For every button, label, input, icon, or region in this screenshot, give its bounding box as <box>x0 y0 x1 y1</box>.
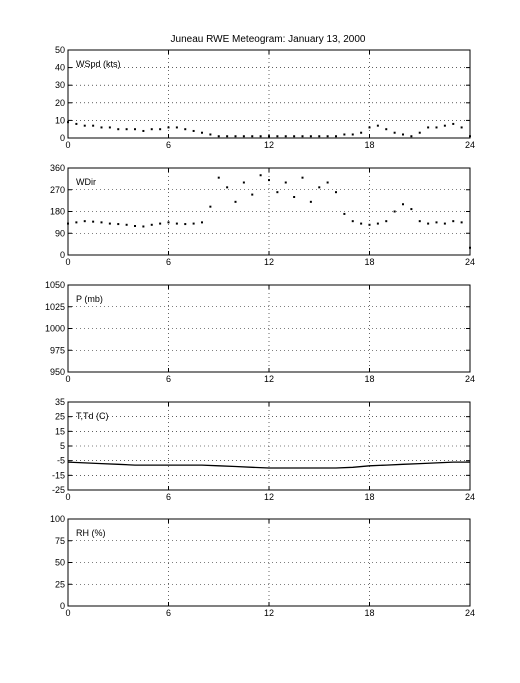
pres-ytick-label-4: 1050 <box>44 280 65 290</box>
wspd-point-36 <box>369 126 371 128</box>
wdir-point-29 <box>310 201 312 203</box>
wdir-point-46 <box>452 220 454 222</box>
wspd-point-41 <box>410 135 412 137</box>
wspd-point-32 <box>335 135 337 137</box>
wdir-point-22 <box>251 194 253 196</box>
wspd-ytick-label-4: 40 <box>54 62 65 73</box>
rh-ytick-label-0: 0 <box>59 601 65 611</box>
wdir-point-40 <box>402 203 404 205</box>
wdir-point-47 <box>461 221 463 223</box>
wdir-point-27 <box>293 196 295 198</box>
wspd-panel-label: WSpd (kts) <box>76 59 121 69</box>
wspd-point-7 <box>126 128 128 130</box>
wspd-point-35 <box>360 132 362 134</box>
pres-xtick-label-2: 12 <box>263 374 275 384</box>
rh-xtick-label-0: 0 <box>65 608 71 618</box>
wdir-panel-label: WDir <box>76 177 96 187</box>
wspd-point-24 <box>268 135 270 137</box>
wspd-point-11 <box>159 128 161 130</box>
wspd-point-12 <box>168 126 170 128</box>
wspd-point-38 <box>385 128 387 130</box>
temp-xtick-label-2: 12 <box>263 492 275 502</box>
wdir-point-20 <box>235 201 237 203</box>
wdir-point-32 <box>335 191 337 193</box>
rh-panel-label: RH (%) <box>76 528 106 538</box>
temp-xtick-label-0: 0 <box>65 492 71 502</box>
wspd-point-39 <box>394 132 396 134</box>
wspd-xtick-label-3: 18 <box>364 140 375 150</box>
wdir-point-8 <box>134 225 136 227</box>
pres-panel-label: P (mb) <box>76 294 103 304</box>
wspd-point-21 <box>243 135 245 137</box>
wdir-point-3 <box>92 221 94 223</box>
wdir-point-28 <box>302 177 304 179</box>
wspd-point-47 <box>461 126 463 128</box>
wspd-point-43 <box>427 126 429 128</box>
wdir-point-35 <box>360 223 362 225</box>
rh-ytick-label-1: 25 <box>54 579 65 590</box>
wdir-point-9 <box>142 225 144 227</box>
wspd-point-30 <box>318 135 320 137</box>
wdir-point-11 <box>159 223 161 225</box>
wspd-point-2 <box>84 125 86 127</box>
temp-xtick-label-1: 6 <box>165 492 172 502</box>
temp-ytick-label-3: 5 <box>59 441 65 451</box>
figure-title: Juneau RWE Meteogram: January 13, 2000 <box>170 34 366 45</box>
wdir-point-2 <box>84 220 86 222</box>
wdir-point-30 <box>318 186 320 188</box>
wspd-point-28 <box>302 135 304 137</box>
wdir-panel <box>50 163 475 267</box>
wspd-point-26 <box>285 135 287 137</box>
wdir-point-48 <box>469 247 471 249</box>
wspd-xtick-label-4: 24 <box>464 140 476 150</box>
wspd-point-40 <box>402 133 404 135</box>
temp-xtick-label-3: 18 <box>364 492 375 502</box>
wspd-point-31 <box>327 135 329 137</box>
pres-ytick-label-0: 950 <box>49 367 65 377</box>
wspd-ytick-label-5: 50 <box>54 45 65 55</box>
wspd-point-5 <box>109 126 111 128</box>
wdir-point-12 <box>168 221 170 223</box>
wdir-xtick-label-4: 24 <box>464 257 476 267</box>
wdir-point-25 <box>276 191 278 193</box>
temp-xtick-label-4: 24 <box>464 492 476 502</box>
wspd-point-10 <box>151 128 153 130</box>
wdir-point-24 <box>268 179 270 181</box>
wspd-point-3 <box>92 125 94 127</box>
wdir-point-17 <box>209 206 211 208</box>
temp-ytick-label-6: 35 <box>54 397 65 407</box>
wspd-point-8 <box>134 128 136 130</box>
wdir-point-4 <box>101 221 103 223</box>
rh-ytick-label-2: 50 <box>54 557 65 568</box>
wspd-panel <box>55 45 475 150</box>
wspd-point-45 <box>444 125 446 127</box>
wdir-point-36 <box>369 224 371 226</box>
wdir-point-18 <box>218 177 220 179</box>
wspd-point-18 <box>218 135 220 137</box>
rh-xtick-label-2: 12 <box>263 608 275 618</box>
wspd-point-1 <box>75 123 77 125</box>
wspd-point-34 <box>352 133 354 135</box>
temp-ytick-label-0: -25 <box>51 485 65 495</box>
pres-ytick-label-1: 975 <box>49 345 65 356</box>
wdir-point-14 <box>184 223 186 225</box>
wdir-point-34 <box>352 220 354 222</box>
wdir-ytick-label-3: 270 <box>49 184 65 195</box>
wspd-ytick-label-1: 10 <box>54 115 65 126</box>
wspd-point-48 <box>469 135 471 137</box>
pres-ytick-label-2: 1000 <box>44 323 65 334</box>
rh-xtick-label-3: 18 <box>364 608 375 618</box>
wdir-point-26 <box>285 182 287 184</box>
pres-xtick-label-4: 24 <box>464 374 476 384</box>
pres-xtick-label-1: 6 <box>165 374 172 384</box>
wdir-point-6 <box>117 223 119 225</box>
wspd-point-9 <box>142 130 144 132</box>
pres-xtick-label-3: 18 <box>364 374 375 384</box>
rh-xtick-label-4: 24 <box>464 608 476 618</box>
temp-panel <box>52 397 475 502</box>
wdir-point-41 <box>410 208 412 210</box>
wspd-point-44 <box>436 126 438 128</box>
wdir-point-0 <box>67 223 69 225</box>
wspd-point-13 <box>176 126 178 128</box>
temp-panel-label: T,Td (C) <box>76 411 109 421</box>
wdir-point-1 <box>75 221 77 223</box>
wspd-xtick-label-1: 6 <box>165 140 172 150</box>
wdir-xtick-label-3: 18 <box>364 257 375 267</box>
wspd-point-37 <box>377 125 379 127</box>
temp-ytick-label-1: -15 <box>51 470 65 481</box>
pres-panel <box>45 280 475 384</box>
wspd-ytick-label-3: 30 <box>54 80 65 91</box>
wspd-point-46 <box>452 123 454 125</box>
wdir-point-42 <box>419 220 421 222</box>
wdir-point-19 <box>226 186 228 188</box>
wdir-point-37 <box>377 223 379 225</box>
wspd-point-6 <box>117 128 119 130</box>
wdir-point-13 <box>176 223 178 225</box>
wdir-point-44 <box>436 221 438 223</box>
wspd-point-29 <box>310 135 312 137</box>
wspd-ytick-label-2: 20 <box>54 97 65 108</box>
wspd-point-27 <box>293 135 295 137</box>
wspd-point-16 <box>201 132 203 134</box>
wspd-point-42 <box>419 132 421 134</box>
panels <box>45 45 475 618</box>
rh-panel <box>50 514 475 618</box>
pres-xtick-label-0: 0 <box>65 374 71 384</box>
wdir-point-43 <box>427 223 429 225</box>
wspd-point-20 <box>235 135 237 137</box>
wdir-point-38 <box>385 220 387 222</box>
wspd-point-19 <box>226 135 228 137</box>
wspd-point-4 <box>101 126 103 128</box>
wspd-point-0 <box>67 121 69 123</box>
wdir-point-45 <box>444 223 446 225</box>
wdir-point-39 <box>394 211 396 213</box>
wspd-point-25 <box>276 135 278 137</box>
wdir-point-7 <box>126 224 128 226</box>
wdir-xtick-label-2: 12 <box>263 257 275 267</box>
wdir-ytick-label-0: 0 <box>59 250 65 260</box>
wdir-point-10 <box>151 224 153 226</box>
wspd-point-14 <box>184 128 186 130</box>
pres-ytick-label-3: 1025 <box>44 301 65 312</box>
temp-ytick-label-2: -5 <box>56 455 65 466</box>
wdir-point-21 <box>243 182 245 184</box>
wspd-point-22 <box>251 135 253 137</box>
rh-xtick-label-1: 6 <box>165 608 172 618</box>
wdir-ytick-label-4: 360 <box>49 163 65 173</box>
wdir-point-23 <box>260 174 262 176</box>
wdir-point-16 <box>201 221 203 223</box>
wdir-point-5 <box>109 223 111 225</box>
rh-ytick-label-3: 75 <box>54 535 65 546</box>
wdir-point-15 <box>193 223 195 225</box>
temp-ytick-label-5: 25 <box>54 411 65 422</box>
wdir-xtick-label-0: 0 <box>65 257 71 267</box>
wdir-ytick-label-2: 180 <box>49 206 65 217</box>
rh-ytick-label-4: 100 <box>49 514 65 524</box>
wspd-xtick-label-2: 12 <box>263 140 275 150</box>
wspd-ytick-label-0: 0 <box>59 133 65 143</box>
temp-ytick-label-4: 15 <box>54 426 65 437</box>
wdir-xtick-label-1: 6 <box>165 257 172 267</box>
wspd-point-23 <box>260 135 262 137</box>
wdir-point-33 <box>343 213 345 215</box>
wspd-point-17 <box>209 133 211 135</box>
wspd-point-33 <box>343 133 345 135</box>
wdir-point-31 <box>327 182 329 184</box>
wdir-ytick-label-1: 90 <box>54 228 65 239</box>
wspd-xtick-label-0: 0 <box>65 140 71 150</box>
wspd-point-15 <box>193 130 195 132</box>
